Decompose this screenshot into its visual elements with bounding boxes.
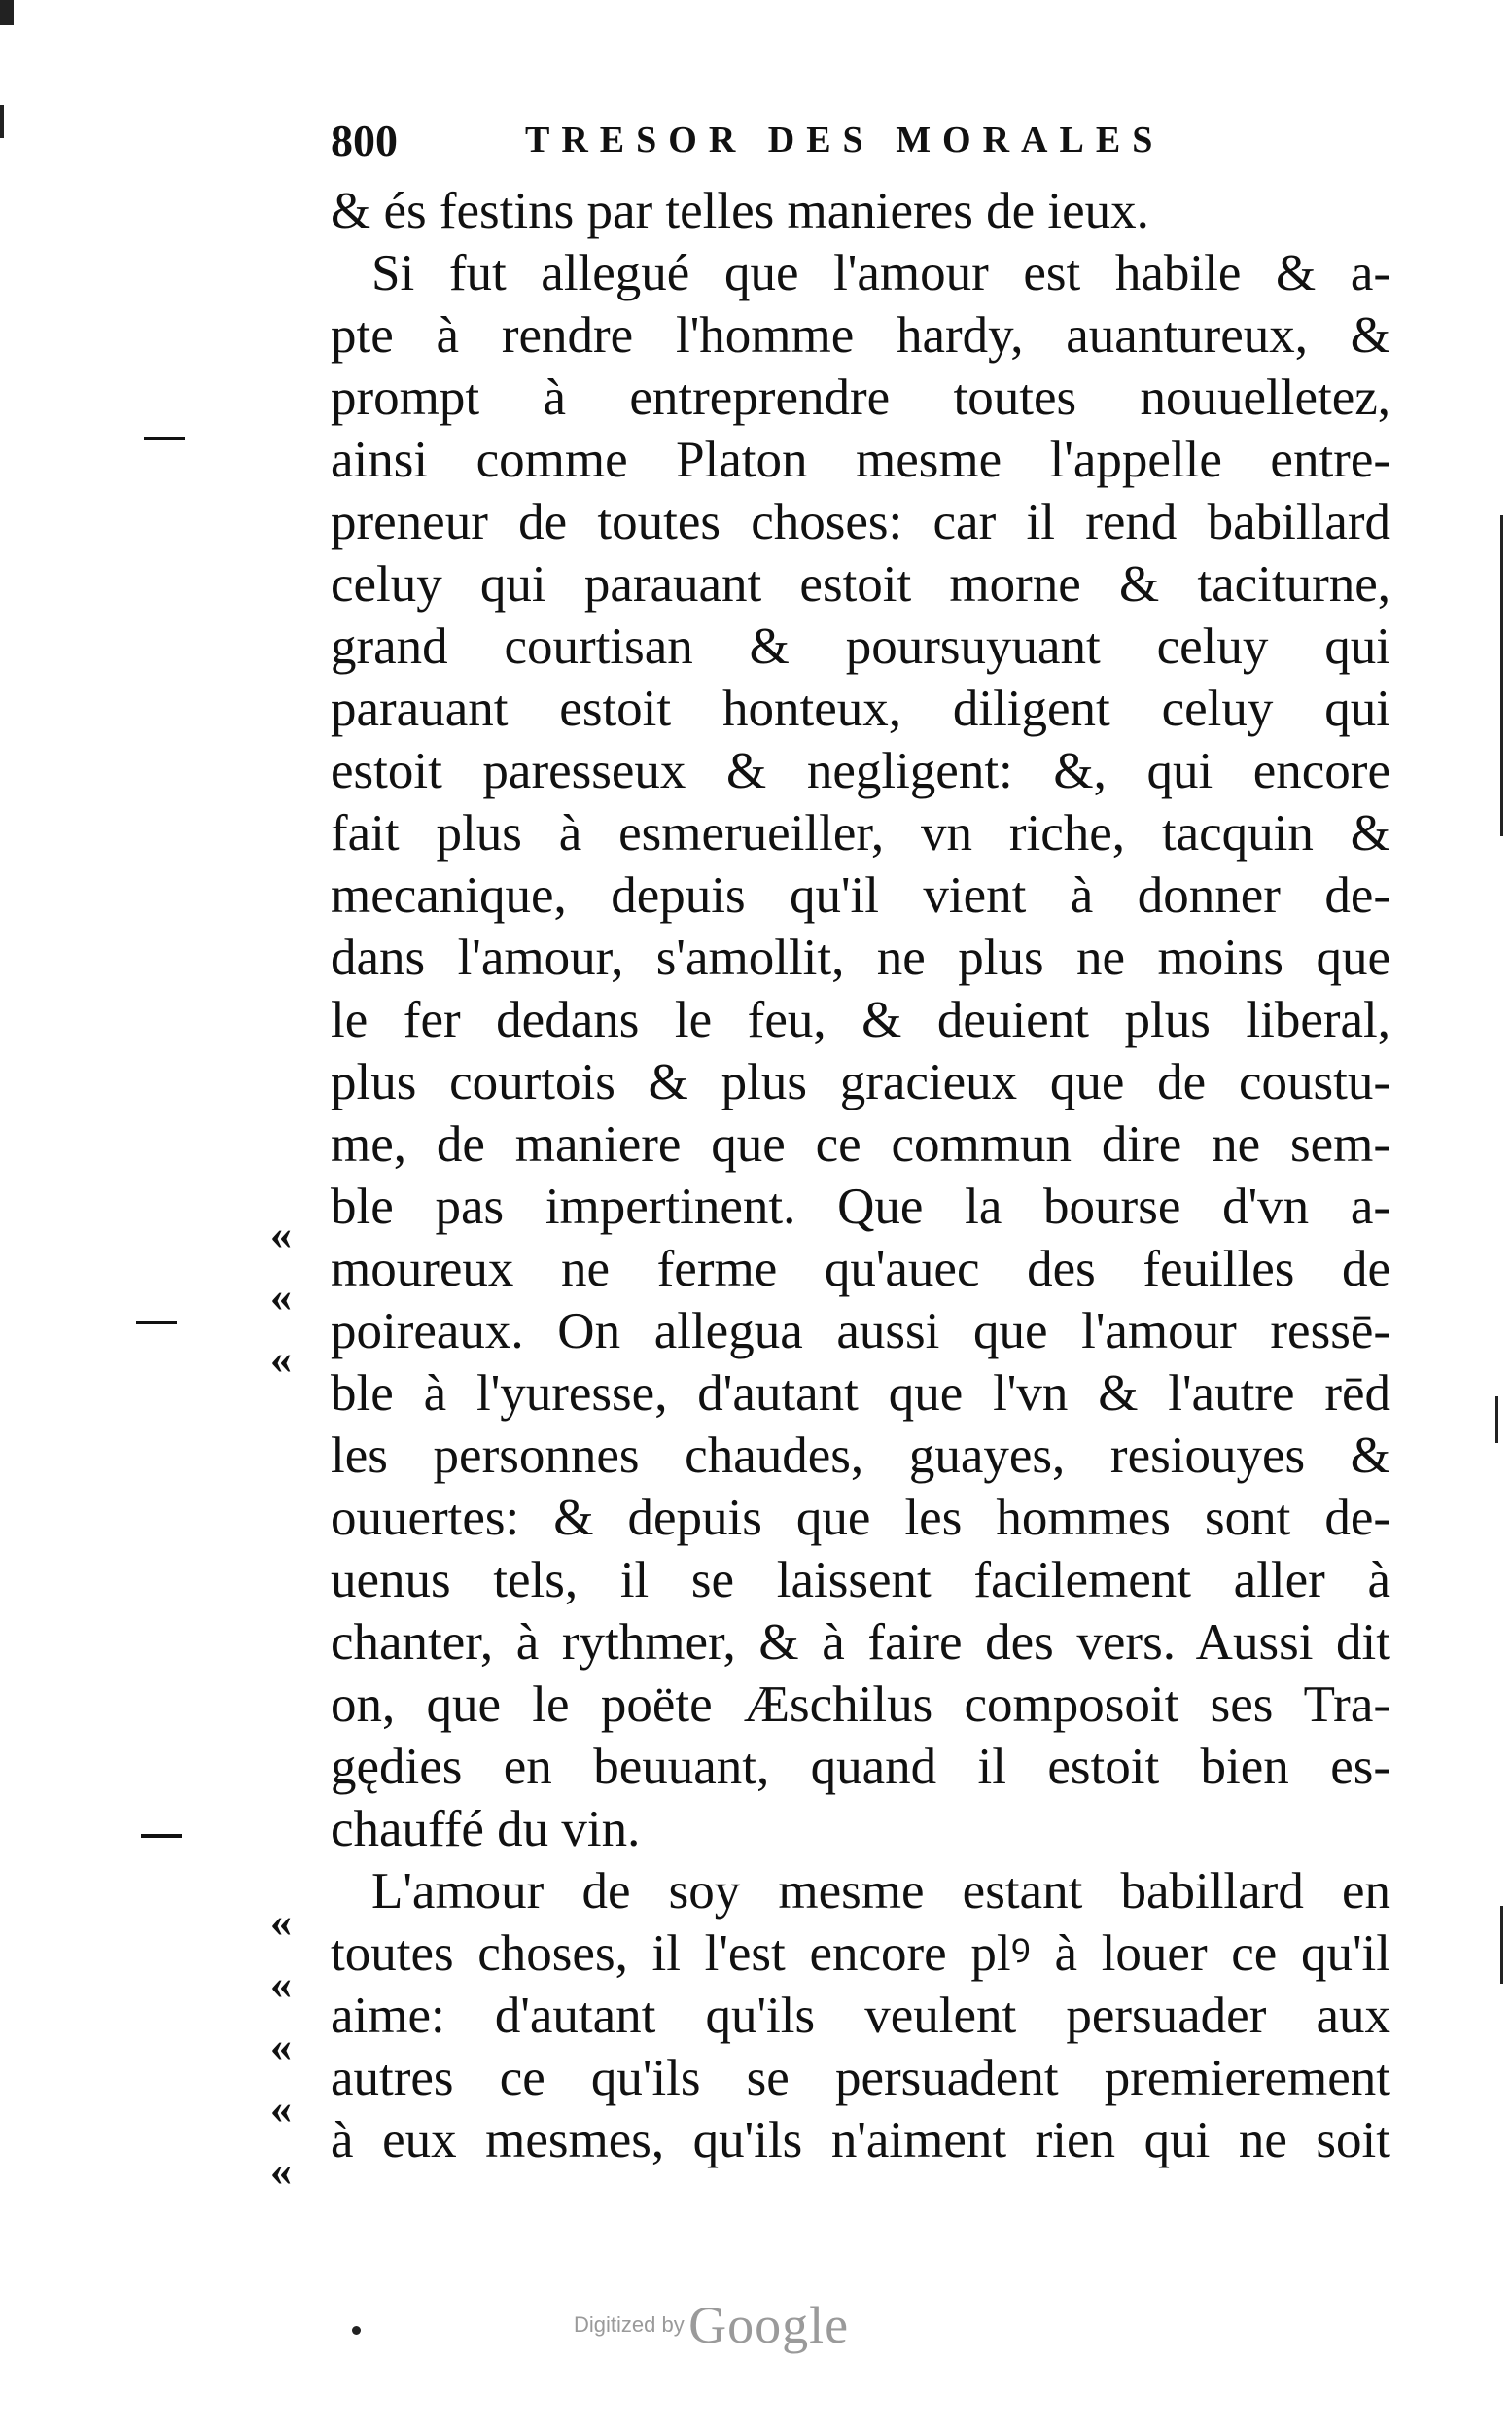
text-line: toutes choses, il l'est encore plꝰ à louer ce qu'il xyxy=(331,1925,1390,1982)
quotation-mark: « xyxy=(270,1960,292,2008)
scan-edge-mark xyxy=(1500,515,1503,836)
text-line: ainsi comme Platon mesme l'appelle entre- xyxy=(331,432,1390,488)
text-line: aime: d'autant qu'ils veulent persuader aux xyxy=(331,1988,1390,2044)
text-line: ble pas impertinent. Que la bourse d'vn a- xyxy=(331,1179,1390,1235)
text-line: & és festins par telles manieres de ieux. xyxy=(331,183,1149,239)
text-line: Si fut allegué que l'amour est habile & a- xyxy=(371,245,1390,301)
margin-dash xyxy=(144,437,185,440)
text-line: poireaux. On allegua aussi que l'amour ressē- xyxy=(331,1303,1390,1359)
text-line: plus courtois & plus gracieux que de coustu- xyxy=(331,1054,1390,1110)
text-line: chanter, à rythmer, & à faire des vers. Aussi dit xyxy=(331,1614,1390,1671)
text-line: on, que le poëte Æschilus composoit ses Tra- xyxy=(331,1676,1390,1733)
digitized-watermark xyxy=(574,2295,849,2355)
text-line: grand courtisan & poursuyuant celuy qui xyxy=(331,618,1390,675)
text-line: chauffé du vin. xyxy=(331,1801,641,1857)
quotation-mark: « xyxy=(270,2147,292,2195)
margin-dash xyxy=(136,1321,177,1324)
quotation-mark: « xyxy=(270,1211,292,1258)
scan-edge-mark xyxy=(0,105,4,138)
margin-dash xyxy=(141,1834,182,1838)
scan-edge-mark xyxy=(0,0,14,25)
text-line: L'amour de soy mesme estant babillard en xyxy=(371,1863,1390,1920)
quotation-mark: « xyxy=(270,2023,292,2070)
text-line: prompt à entreprendre toutes nouuelletez, xyxy=(331,370,1390,426)
quotation-mark: « xyxy=(270,1335,292,1383)
text-line: uenus tels, il se laissent facilement aller à xyxy=(331,1552,1390,1608)
running-title: TRESOR DES MORALES xyxy=(525,120,1165,160)
quotation-mark: « xyxy=(270,1273,292,1321)
text-line: le fer dedans le feu, & deuient plus liberal, xyxy=(331,992,1390,1048)
text-line: preneur de toutes choses: car il rend babillard xyxy=(331,494,1390,550)
text-line: parauant estoit honteux, diligent celuy qui xyxy=(331,681,1390,737)
page-number: 800 xyxy=(331,116,398,165)
scan-edge-mark xyxy=(1495,1396,1498,1443)
footer-dot xyxy=(352,2326,361,2335)
google-logo: Google xyxy=(688,2296,850,2354)
text-line: autres ce qu'ils se persuadent premierement xyxy=(331,2050,1390,2106)
text-line: ouuertes: & depuis que les hommes sont de- xyxy=(331,1490,1390,1546)
text-line: dans l'amour, s'amollit, ne plus ne moins que xyxy=(331,930,1390,986)
scan-edge-mark xyxy=(1500,1906,1503,1984)
text-line: celuy qui parauant estoit morne & taciturne, xyxy=(331,556,1390,613)
text-line: pte à rendre l'homme hardy, auantureux, & xyxy=(331,307,1390,364)
text-line: à eux mesmes, qu'ils n'aiment rien qui ne soit xyxy=(331,2112,1390,2168)
digitized-label: Digitized by xyxy=(574,2312,685,2337)
page-header xyxy=(331,115,1381,173)
quotation-mark: « xyxy=(270,1898,292,1946)
text-line: gędies en beuuant, quand il estoit bien es- xyxy=(331,1739,1390,1795)
text-line: ble à l'yuresse, d'autant que l'vn & l'autre rēd xyxy=(331,1365,1390,1422)
text-line: moureux ne ferme qu'auec des feuilles de xyxy=(331,1241,1390,1297)
quotation-mark: « xyxy=(270,2085,292,2132)
text-line: fait plus à esmerueiller, vn riche, tacquin & xyxy=(331,805,1390,862)
text-line: mecanique, depuis qu'il vient à donner de- xyxy=(331,867,1390,924)
text-line: me, de maniere que ce commun dire ne sem- xyxy=(331,1116,1390,1173)
body-text xyxy=(331,180,1390,2171)
text-line: estoit paresseux & negligent: &, qui encore xyxy=(331,743,1390,799)
text-line: les personnes chaudes, guayes, resiouyes & xyxy=(331,1427,1390,1484)
